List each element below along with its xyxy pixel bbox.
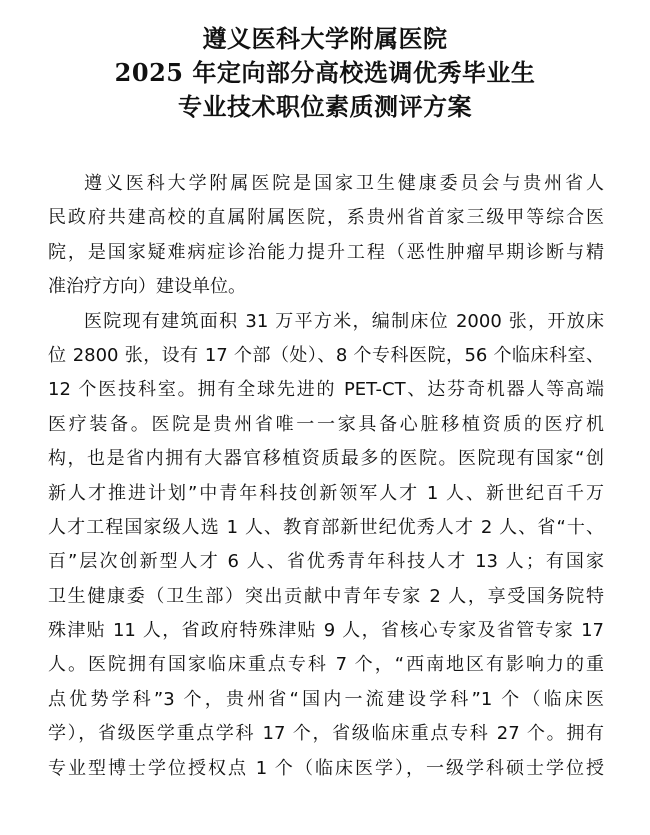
paragraph-line: 医院现有建筑面积 31 万平方米，编制床位 2000 张，开放床 xyxy=(84,310,604,332)
paragraph-line: 遵义医科大学附属医院是国家卫生健康委员会与贵州省人 xyxy=(84,173,604,194)
paragraph-line: 12 个医技科室。拥有全球先进的 PET-CT、达芬奇机器人等高端 xyxy=(48,379,604,401)
paragraph-line: 院，是国家疑难病症诊治能力提升工程（恶性肿瘤早期诊断与精 xyxy=(48,241,604,263)
paragraph-line: 专业型博士学位授权点 1 个（临床医学），一级学科硕士学位授 xyxy=(48,757,604,779)
document-title xyxy=(0,22,650,124)
paragraph-line: 学），省级医学重点学科 17 个，省级临床重点专科 27 个。拥有 xyxy=(48,723,604,745)
paragraph-line: 人。医院拥有国家临床重点专科 7 个，“西南地区有影响力的重 xyxy=(48,654,604,676)
document-body xyxy=(48,167,604,786)
paragraph-hospital-facilities xyxy=(48,305,604,786)
paragraph-line: 构，也是省内拥有大器官移植资质最多的医院。医院现有国家“创 xyxy=(48,448,604,470)
title-line-2: 2025 年定向部分高校选调优秀毕业生 xyxy=(114,58,536,87)
paragraph-hospital-intro xyxy=(48,167,604,305)
title-line-1: 遵义医科大学附属医院 xyxy=(202,24,448,53)
paragraph-line: 新人才推进计划”中青年科技创新领军人才 1 人、新世纪百千万 xyxy=(48,482,604,504)
paragraph-line: 卫生健康委（卫生部）突出贡献中青年专家 2 人，享受国务院特 xyxy=(48,585,604,607)
paragraph-line: 民政府共建高校的直属附属医院，系贵州省首家三级甲等综合医 xyxy=(48,207,604,229)
paragraph-line: 医疗装备。医院是贵州省唯一一家具备心脏移植资质的医疗机 xyxy=(48,413,604,435)
paragraph-line: 点优势学科”3 个，贵州省“国内一流建设学科”1 个（临床医 xyxy=(48,688,604,710)
paragraph-line: 准治疗方向）建设单位。 xyxy=(48,276,246,298)
paragraph-line: 人才工程国家级人选 1 人、教育部新世纪优秀人才 2 人、省“十、 xyxy=(48,516,604,538)
paragraph-line: 百”层次创新型人才 6 人、省优秀青年科技人才 13 人；有国家 xyxy=(48,551,604,573)
paragraph-line: 位 2800 张，设有 17 个部（处）、8 个专科医院，56 个临床科室、 xyxy=(48,344,604,366)
paragraph-line: 殊津贴 11 人，省政府特殊津贴 9 人，省核心专家及省管专家 17 xyxy=(48,620,604,642)
title-line-3: 专业技术职位素质测评方案 xyxy=(178,92,472,121)
